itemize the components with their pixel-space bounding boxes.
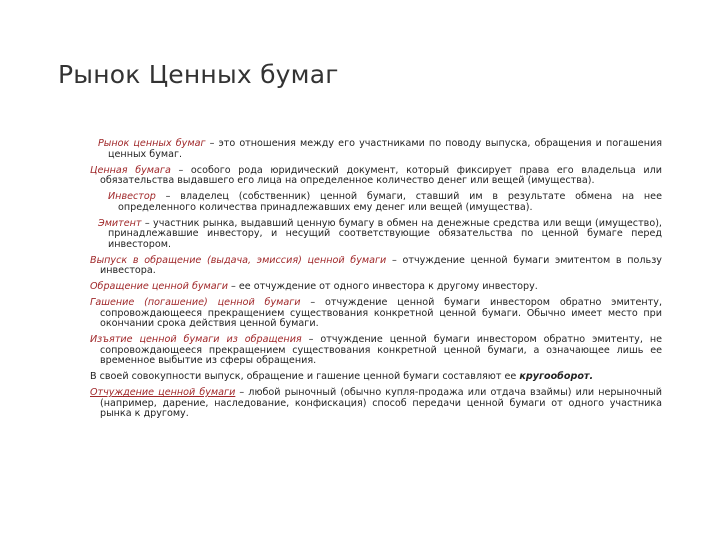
- term-alienation: Отчуждение ценной бумаги: [90, 387, 236, 398]
- slide-title: Рынок Ценных бумаг: [58, 60, 339, 89]
- slide-top-bar: [0, 0, 720, 5]
- term-withdrawal: Изъятие ценной бумаги из обращения: [90, 334, 302, 345]
- definition-circulation: [90, 282, 662, 293]
- term-security: Ценная бумага: [90, 164, 171, 176]
- term-redemption: Гашение (погашение) ценной бумаги: [90, 297, 301, 308]
- slide-body: [90, 139, 662, 425]
- definition-text-market: – это отношения между его участниками по поводу выпуска, обращения и погашения ценных бумаг.: [108, 138, 662, 160]
- definition-withdrawal: [90, 335, 662, 367]
- definition-text-issuer: – участник рынка, выдавший ценную бумагу в обмен на денежные средства или вещи (имущество), принадлежавшие инвестору, и несущий соответствующие обязательства по ценной бумаге перед инвестором.: [108, 217, 662, 250]
- definition-text-alienation: – любой рыночный (обычно купля-продажа или отдача взаймы) или нерыночный (например, дарение, наследование, конфискация) способ передачи ценной бумаги от одного участника рынка к другому.: [100, 387, 662, 419]
- definition-text-cycle: В своей совокупности выпуск, обращение и гашение ценной бумаги составляют ее: [90, 371, 520, 382]
- definition-text-redemption: – отчуждение ценной бумаги инвестором обратно эмитенту, сопровождающееся прекращением существования конкретной ценной бумаги. Обычно имеет место при окончании срока действия ценной бумаги.: [100, 297, 662, 329]
- definition-text-investor: – владелец (собственник) ценной бумаги, ставший им в результате обмена на нее определенного количества принадлежавших ему денег или вещей (имущества).: [118, 191, 662, 213]
- definition-alienation: [90, 388, 662, 420]
- term-circulation: Обращение ценной бумаги: [90, 281, 228, 292]
- term-issue: Выпуск в обращение (выдача, эмиссия) ценной бумаги: [90, 254, 387, 266]
- definition-text-issue: – отчуждение ценной бумаги эмитентом в пользу инвестора.: [100, 254, 662, 276]
- definition-security: [90, 166, 662, 187]
- definition-issuer: [90, 219, 662, 251]
- definition-cycle: [90, 372, 662, 383]
- term-cycle: кругооборот.: [519, 371, 594, 382]
- definition-investor: [90, 192, 662, 213]
- term-issuer: Эмитент: [98, 217, 142, 229]
- definition-text-withdrawal: – отчуждение ценной бумаги инвестором обратно эмитенту, не сопровождающееся прекращением существования конкретной ценной бумаги, а означающее лишь ее временное выбытие из сферы обращения.: [100, 334, 662, 366]
- definition-text-security: – особого рода юридический документ, который фиксирует права его владельца или обязательства выдавшего его лица на определенное количество денег или вещей (имущества).: [100, 164, 662, 186]
- definition-redemption: [90, 298, 662, 330]
- term-investor: Инвестор: [108, 191, 156, 202]
- definition-issue: [90, 256, 662, 277]
- definition-market: [90, 139, 662, 160]
- definition-text-circulation: – ее отчуждение от одного инвестора к другому инвестору.: [227, 281, 538, 292]
- term-market: Рынок ценных бумаг: [98, 138, 206, 149]
